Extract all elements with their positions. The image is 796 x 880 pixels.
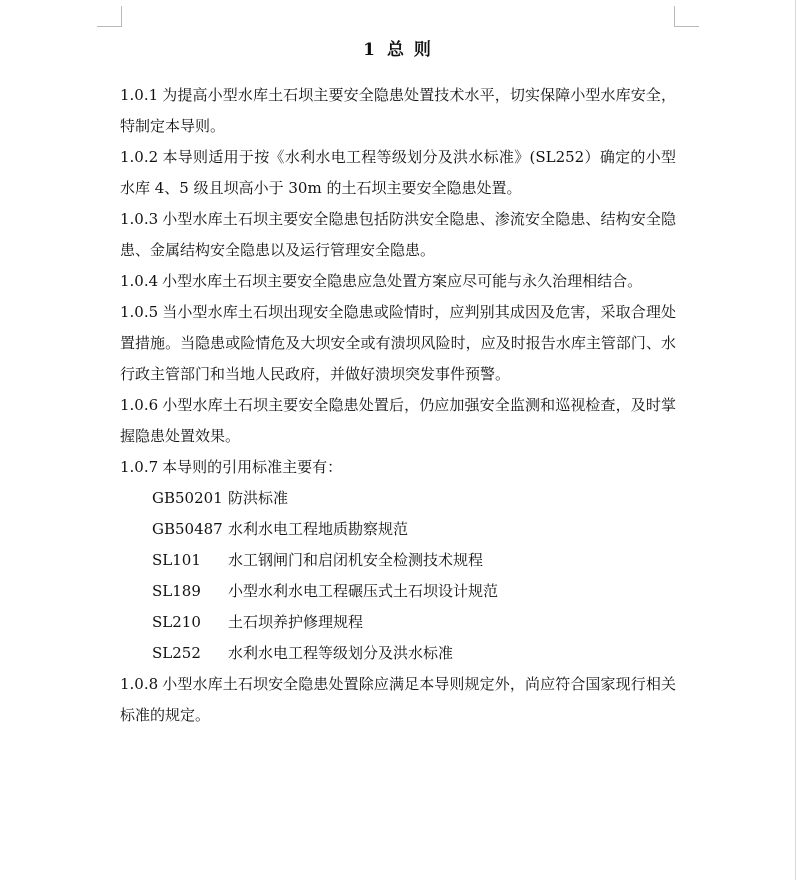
crop-mark-top-right — [674, 6, 699, 27]
clause-text: 小型水库土石坝安全隐患处置除应满足本导则规定外，尚应符合国家现行相关标准的规定。 — [120, 675, 676, 724]
clause-number: 1.0.6 — [120, 396, 159, 414]
standard-name: 防洪标准 — [228, 489, 289, 507]
standard-code: SL210 — [152, 613, 201, 631]
list-item — [120, 545, 676, 576]
standard-code: SL101 — [152, 551, 201, 569]
standard-code: SL252 — [152, 644, 201, 662]
clause-number: 1.0.1 — [120, 86, 159, 104]
clause-number: 1.0.4 — [120, 272, 159, 290]
chapter-title: 总 则 — [386, 40, 433, 60]
clause-number: 1.0.3 — [120, 210, 159, 228]
chapter-heading — [120, 38, 676, 62]
list-item — [120, 638, 676, 669]
clause-text: 本导则的引用标准主要有： — [162, 458, 343, 476]
list-item — [120, 483, 676, 514]
clause-text: 小型水库土石坝主要安全隐患处置后，仍应加强安全监测和巡视检查，及时掌握隐患处置效果。 — [120, 396, 676, 445]
referenced-standards-list — [120, 483, 676, 669]
list-item — [120, 607, 676, 638]
chapter-number: 1 — [363, 40, 377, 60]
standard-name: 土石坝养护修理规程 — [228, 613, 364, 631]
clause-1-0-2 — [120, 142, 676, 204]
clause-1-0-5 — [120, 297, 676, 390]
standard-code: GB50201 — [152, 489, 223, 507]
clause-1-0-6 — [120, 390, 676, 452]
clause-text: 为提高小型水库土石坝主要安全隐患处置技术水平，切实保障小型水库安全，特制定本导则。 — [120, 86, 676, 135]
clause-1-0-4 — [120, 266, 676, 297]
clause-number: 1.0.2 — [120, 148, 159, 166]
standard-name: 小型水利水电工程碾压式土石坝设计规范 — [228, 582, 499, 600]
crop-mark-top-left — [97, 6, 122, 27]
clause-1-0-7 — [120, 452, 676, 483]
clause-text: 小型水库土石坝主要安全隐患应急处置方案应尽可能与永久治理相结合。 — [162, 272, 643, 290]
standard-name: 水利水电工程等级划分及洪水标准 — [228, 644, 454, 662]
clause-1-0-1 — [120, 80, 676, 142]
standard-name: 水利水电工程地质勘察规范 — [228, 520, 409, 538]
list-item — [120, 576, 676, 607]
clause-number: 1.0.7 — [120, 458, 159, 476]
clause-1-0-3 — [120, 204, 676, 266]
standard-code: SL189 — [152, 582, 201, 600]
clause-text: 当小型水库土石坝出现安全隐患或险情时，应判别其成因及危害，采取合理处置措施。当隐患或险情危及大坝安全或有溃坝风险时，应及时报告水库主管部门、水行政主管部门和当地人民政府，并做好溃坝突发事件预警。 — [120, 303, 676, 383]
standard-code: GB50487 — [152, 520, 223, 538]
clause-number: 1.0.5 — [120, 303, 159, 321]
list-item — [120, 514, 676, 545]
clause-1-0-8 — [120, 669, 676, 731]
standard-name: 水工钢闸门和启闭机安全检测技术规程 — [228, 551, 484, 569]
clause-text: 本导则适用于按《水利水电工程等级划分及洪水标准》(SL252）确定的小型水库 4、5 级且坝高小于 30m 的土石坝主要安全隐患处置。 — [120, 148, 676, 197]
clause-number: 1.0.8 — [120, 675, 159, 693]
clause-text: 小型水库土石坝主要安全隐患包括防洪安全隐患、渗流安全隐患、结构安全隐患、金属结构安全隐患以及运行管理安全隐患。 — [120, 210, 676, 259]
page-content — [120, 38, 676, 731]
